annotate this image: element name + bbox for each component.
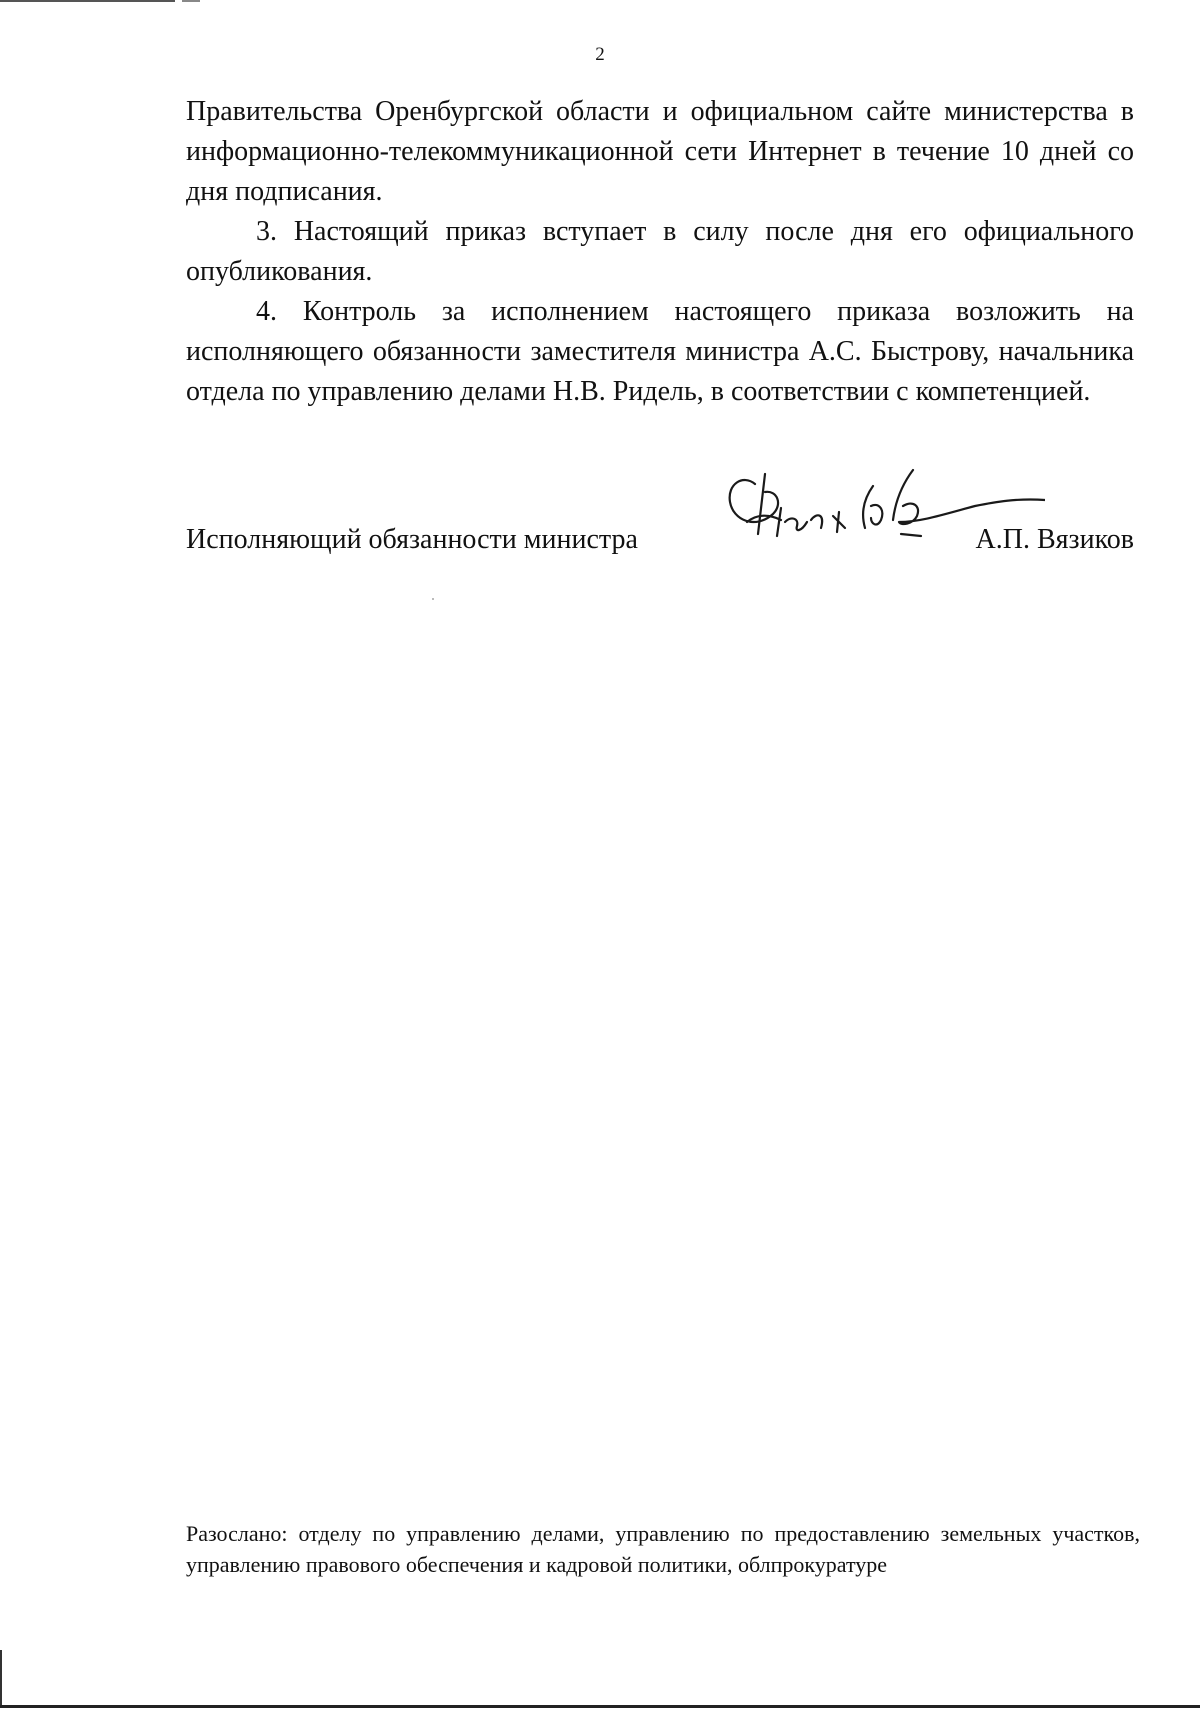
scan-edge-artifact	[182, 0, 200, 2]
handwritten-signature	[725, 462, 1045, 572]
paragraph-item-3: 3. Настоящий приказ вступает в силу после дня его официального опубликования.	[186, 216, 1134, 287]
document-body	[186, 92, 1134, 412]
page-number: 2	[595, 44, 605, 65]
paragraph-item-4: 4. Контроль за исполнением настоящего приказа возложить на исполняющего обязанности заместителя министра А.С. Быстрову, начальника отдела по управлению делами Н.В. Ридель, в соответствии с компетенцией.	[186, 296, 1134, 407]
distribution-list	[186, 1518, 1140, 1580]
signatory-name: А.П. Вязиков	[975, 524, 1134, 555]
scan-edge-artifact	[0, 1705, 1200, 1708]
scan-speck	[432, 598, 434, 600]
scan-edge-artifact	[0, 0, 175, 2]
distribution-text: Разослано: отделу по управлению делами, управлению по предоставлению земельных участков, управлению правового обеспечения и кадровой политики, облпрокуратуре	[186, 1521, 1140, 1577]
paragraph-continuation: Правительства Оренбургской области и официальном сайте министерства в информационно-телекоммуникационной сети Интернет в течение 10 дней со дня подписания.	[186, 96, 1134, 207]
scan-edge-artifact	[0, 1650, 2, 1705]
signatory-title: Исполняющий обязанности министра	[186, 524, 638, 555]
